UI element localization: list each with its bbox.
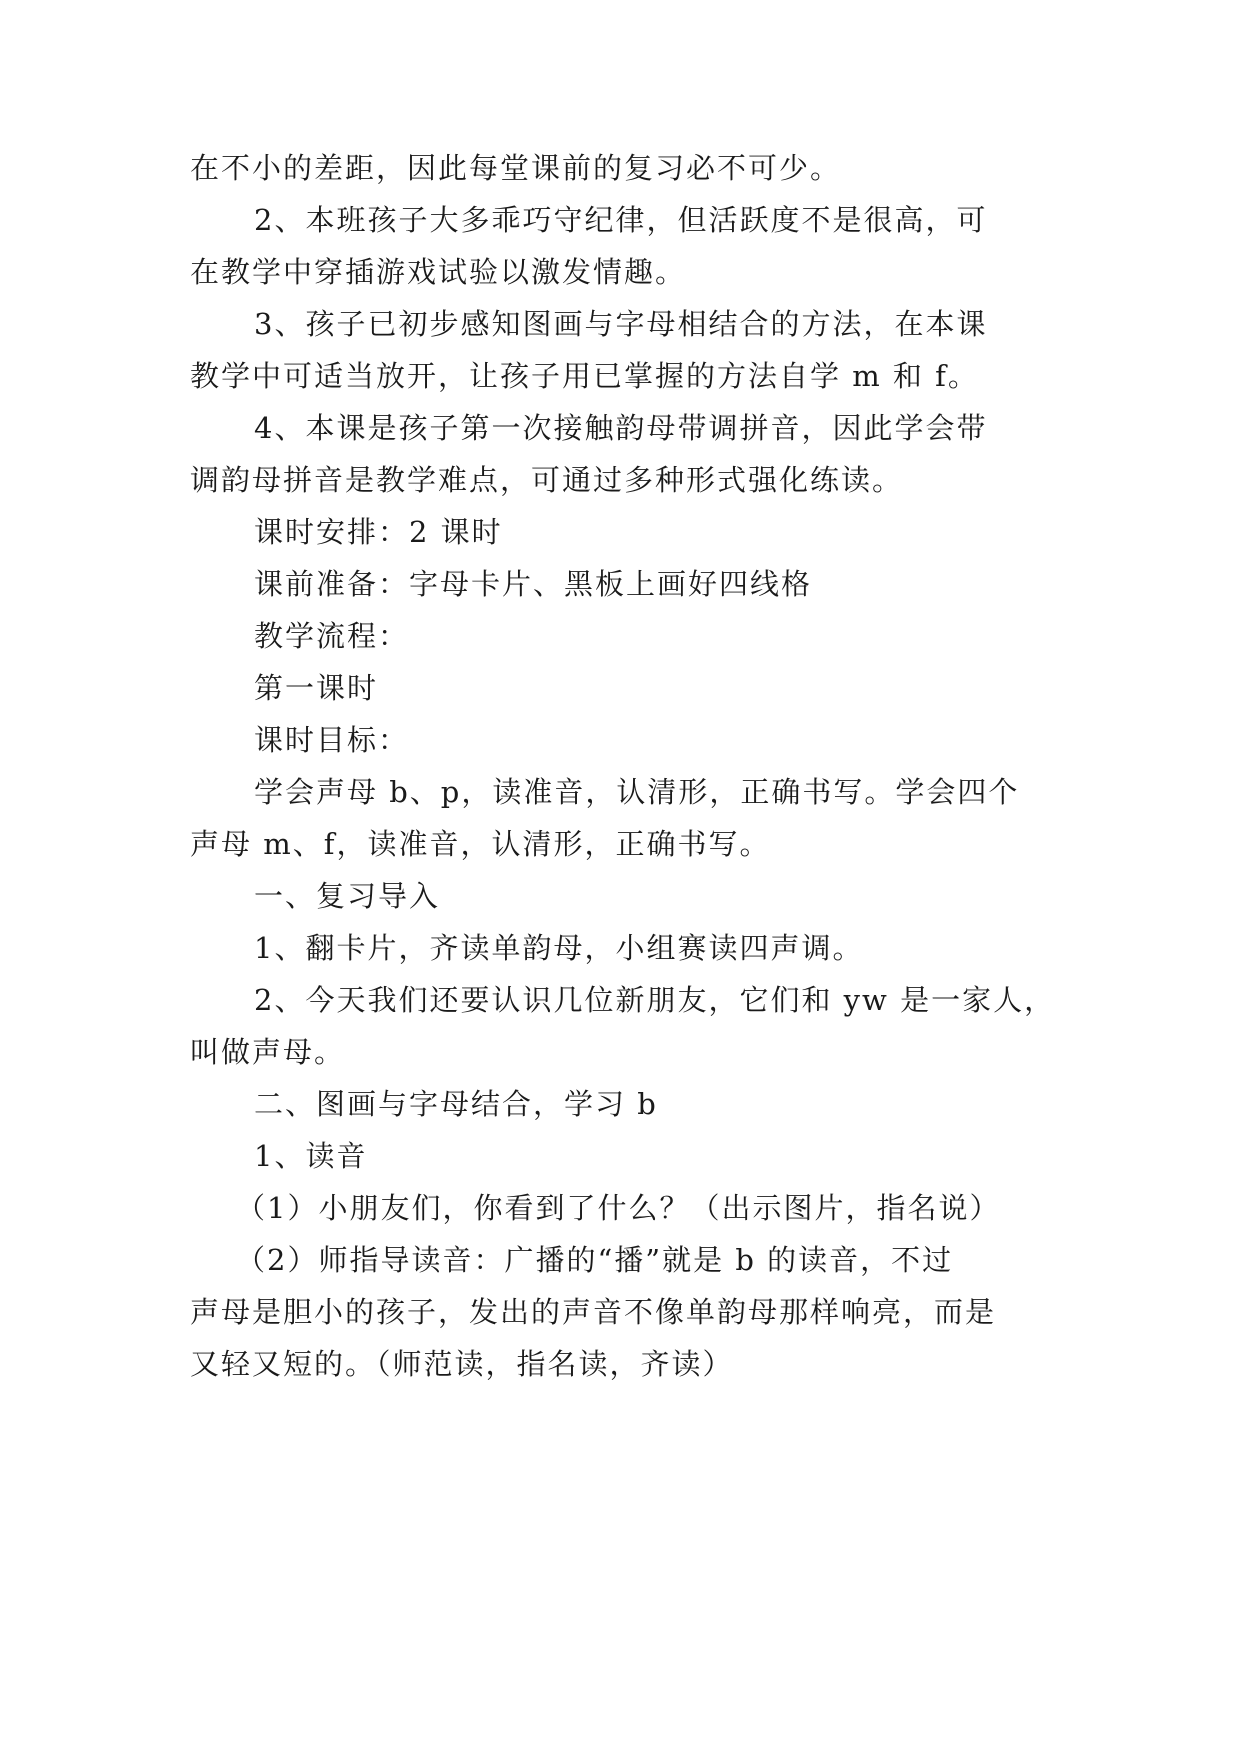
paragraph-line: 叫做声母。 [190,1035,346,1069]
paragraph-line: （2）师指导读音：广播的“播”就是 b 的读音，不过 [236,1243,954,1277]
paragraph-line: （1）小朋友们，你看到了什么？（出示图片，指名说） [236,1191,1001,1225]
paragraph-line: 3、孩子已初步感知图画与字母相结合的方法，在本课 [254,307,988,341]
paragraph-line: 调韵母拼音是教学难点，可通过多种形式强化练读。 [190,463,904,497]
paragraph-line: 4、本课是孩子第一次接触韵母带调拼音，因此学会带 [254,411,988,445]
paragraph-line: 2、今天我们还要认识几位新朋友，它们和 yw 是一家人， [254,983,1056,1017]
class-hours-line: 课时安排：2 课时 [254,515,503,549]
paragraph-line: 在不小的差距，因此每堂课前的复习必不可少。 [190,151,842,185]
paragraph-line: 又轻又短的。（师范读，指名读，齐读） [190,1347,734,1381]
paragraph-line: 2、本班孩子大多乖巧守纪律，但活跃度不是很高，可 [254,203,988,237]
section-heading: 教学流程： [254,619,410,653]
paragraph-line: 学会声母 b、p，读准音，认清形，正确书写。学会四个 [254,775,1020,809]
section-heading: 一、复习导入 [254,879,441,913]
paragraph-line: 声母是胆小的孩子，发出的声音不像单韵母那样响亮，而是 [190,1295,997,1329]
paragraph-line: 教学中可适当放开，让孩子用已掌握的方法自学 m 和 f。 [190,359,979,393]
section-heading: 第一课时 [254,671,379,705]
section-heading: 课时目标： [254,723,410,757]
paragraph-line: 声母 m、f，读准音，认清形，正确书写。 [190,827,771,861]
paragraph-line: 在教学中穿插游戏试验以激发情趣。 [190,255,687,289]
paragraph-line: 1、翻卡片，齐读单韵母，小组赛读四声调。 [254,931,864,965]
paragraph-line: 1、读音 [254,1139,368,1173]
preparation-line: 课前准备：字母卡片、黑板上画好四线格 [254,567,813,601]
section-heading: 二、图画与字母结合，学习 b [254,1087,658,1121]
